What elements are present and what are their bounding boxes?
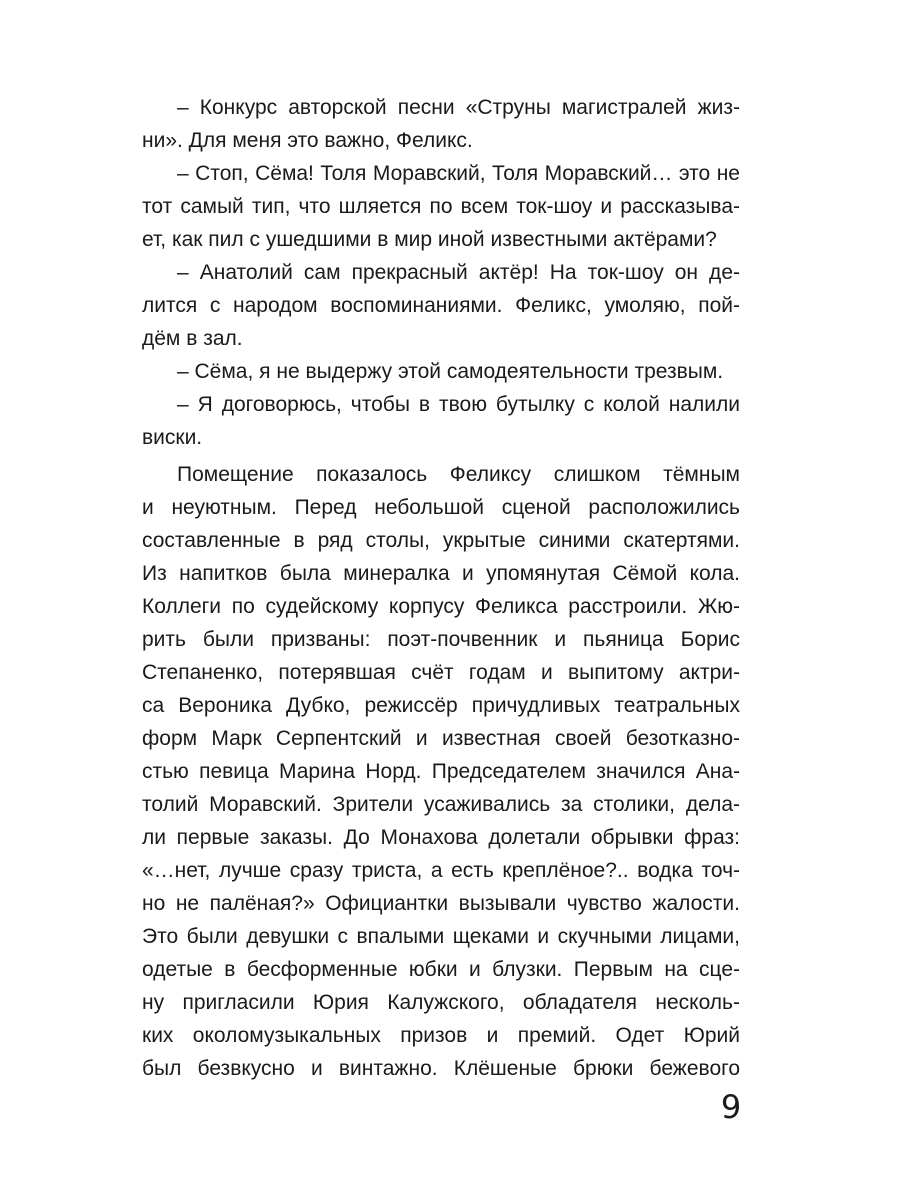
text-line: составленные в ряд столы, укрытые синими скатертями. [142,529,740,552]
text-line: Из напитков была минералка и упомянутая Сёмой кола. [142,562,740,585]
text-line: тот самый тип, что шляется по всем ток-шоу и рассказыва- [142,195,740,218]
text-line: ет, как пил с ушедшими в мир иной известными актёрами? [142,228,717,251]
text-line: виски. [142,426,203,449]
text-line: Это были девушки с впалыми щеками и скучными лицами, [142,925,740,948]
text-line: толий Моравский. Зрители усаживались за столики, дела- [142,793,740,816]
text-line: Степаненко, потерявшая счёт годам и выпитому актри- [142,661,740,684]
text-line: форм Марк Серпентский и известная своей безотказно- [142,727,740,750]
text-line: ну пригласили Юрия Калужского, обладателя несколь- [142,991,740,1014]
page-number: 9 [720,1088,742,1126]
text-line: Помещение показалось Феликсу слишком тёмным [177,463,740,486]
text-line: рить были призваны: поэт-почвенник и пьяница Борис [142,628,740,651]
text-line: ких околомузыкальных призов и премий. Одет Юрий [142,1024,740,1047]
text-line: дём в зал. [142,327,243,350]
text-line: Коллеги по судейскому корпусу Феликса расстроили. Жю- [142,595,740,618]
text-line: и неуютным. Перед небольшой сценой расположились [142,496,740,519]
text-line: был безвкусно и винтажно. Клёшеные брюки бежевого [142,1057,740,1080]
text-line: ли первые заказы. До Монахова долетали обрывки фраз: [142,826,740,849]
text-line: одетые в бесформенные юбки и блузки. Первым на сце- [142,958,740,981]
text-line: са Вероника Дубко, режиссёр причудливых театральных [142,694,740,717]
text-line: стью певица Марина Норд. Председателем значился Ана- [142,760,740,783]
text-line: – Я договорюсь, чтобы в твою бутылку с колой налили [177,393,740,416]
text-line: ни». Для меня это важно, Феликс. [142,129,473,152]
narrative-paragraph [142,458,740,1085]
text-line: – Стоп, Сёма! Толя Моравский, Толя Моравский… это не [177,162,740,185]
text-line: – Анатолий сам прекрасный актёр! На ток-шоу он де- [177,261,740,284]
text-line: но не палёная?» Официантки вызывали чувство жалости. [142,892,740,915]
dialogue-section [142,91,740,454]
text-line: – Сёма, я не выдержу этой самодеятельности трезвым. [177,360,724,383]
text-line: «…нет, лучше сразу триста, а есть креплёное?.. водка точ- [142,859,740,882]
text-line: – Конкурс авторской песни «Струны магистралей жиз- [177,96,740,119]
text-line: лится с народом воспоминаниями. Феликс, умоляю, пой- [142,294,740,317]
